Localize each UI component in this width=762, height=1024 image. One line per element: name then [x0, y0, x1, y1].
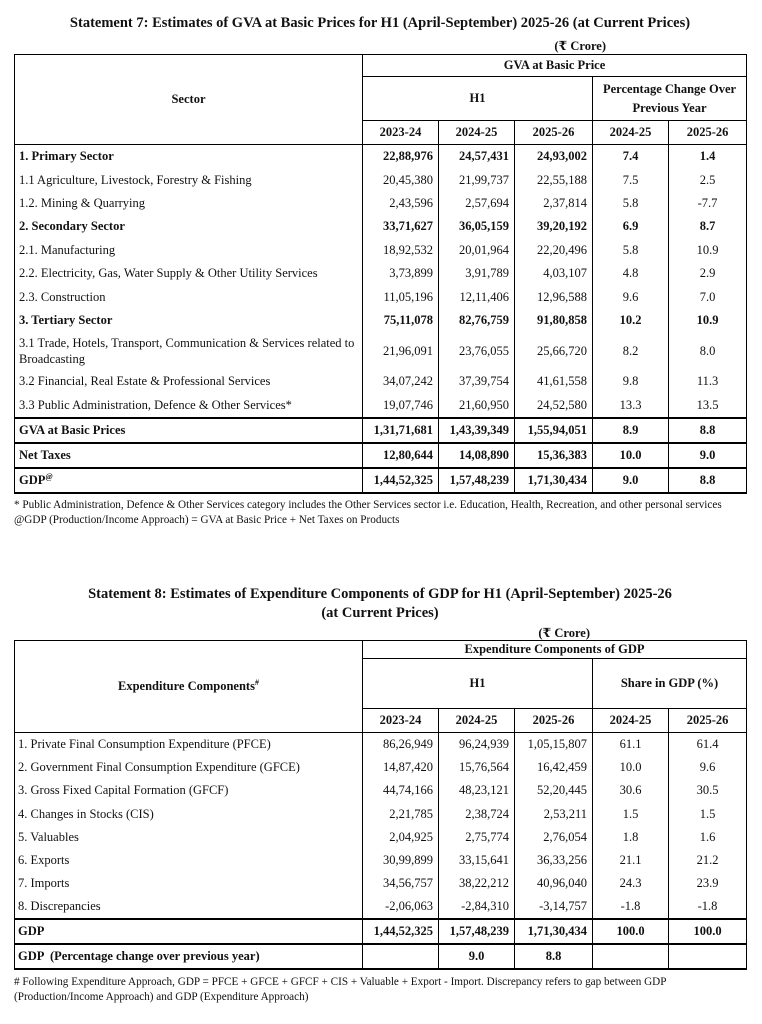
pct-2024-25: 9.0	[593, 468, 669, 493]
value-2023-24: 14,87,420	[363, 756, 439, 779]
table-row	[15, 895, 747, 919]
share-2025-26: -1.8	[669, 895, 747, 919]
gva-group-header: GVA at Basic Price	[363, 55, 747, 77]
share-2024-25: -1.8	[593, 895, 669, 919]
value-2025-26: 24,93,002	[515, 145, 593, 169]
statement8-title: Statement 8: Estimates of Expenditure Components of GDP for H1 (April-September) 2025-26	[88, 585, 672, 602]
value-2023-24: 34,56,757	[363, 872, 439, 895]
sector-label: 3. Tertiary Sector	[15, 309, 363, 332]
total-row	[15, 443, 747, 468]
table-row	[15, 168, 747, 191]
expenditure-group-header: Expenditure Components of GDP	[363, 640, 747, 658]
value-2023-24: 20,45,380	[363, 168, 439, 191]
value-2023-24: 11,05,196	[363, 285, 439, 308]
table-row	[15, 872, 747, 895]
sector-header: Sector	[15, 55, 363, 145]
value-2025-26: 36,33,256	[515, 849, 593, 872]
statement8-note: # Following Expenditure Approach, GDP = PFCE + GFCE + GFCF + CIS + Valuable + Export - Import. Discrepancy refers to gap between GDP (Production/Income Approach) and GDP (Expenditure Approach)	[14, 976, 667, 1004]
value-2024-25: 2,75,774	[439, 826, 515, 849]
statement7-title: Statement 7: Estimates of GVA at Basic Prices for H1 (April-September) 2025-26 (at Current Prices)	[69, 15, 691, 31]
pct-2025-26: 2.5	[669, 168, 747, 191]
share-2025-26: 61.4	[669, 732, 747, 756]
value-2023-24: 75,11,078	[363, 309, 439, 332]
share-2025-26: 100.0	[669, 919, 747, 944]
component-label: 5. Valuables	[15, 826, 363, 849]
pct-2025-26: 8.7	[669, 215, 747, 238]
pct-2024-25: 13.3	[593, 394, 669, 418]
table-row	[15, 732, 747, 756]
total-label-text: GDP	[19, 473, 46, 488]
value-2024-25: 21,60,950	[439, 394, 515, 418]
value-2023-24: 2,43,596	[363, 192, 439, 215]
value-2025-26: 39,20,192	[515, 215, 593, 238]
table-row	[15, 826, 747, 849]
components-header	[15, 640, 363, 732]
value-2025-26: 1,55,94,051	[515, 418, 593, 443]
value-2023-24: 2,21,785	[363, 802, 439, 825]
table-row	[15, 309, 747, 332]
value-2024-25: 36,05,159	[439, 215, 515, 238]
pct-2025-26: 8.8	[515, 944, 593, 969]
value-2023-24: 22,88,976	[363, 145, 439, 169]
pct-2024-25: 9.8	[593, 370, 669, 393]
pct-2024-25: 8.2	[593, 332, 669, 370]
value-2025-26: 15,36,383	[515, 443, 593, 468]
value-2025-26: 1,05,15,807	[515, 732, 593, 756]
h1-header: H1	[363, 658, 593, 708]
share-2025-26: 9.6	[669, 756, 747, 779]
value-2025-26: 25,66,720	[515, 332, 593, 370]
pct-2024-25: 10.2	[593, 309, 669, 332]
pct-2024-25: 7.5	[593, 168, 669, 191]
value-2024-25: 14,08,890	[439, 443, 515, 468]
value-2024-25: 1,57,48,239	[439, 468, 515, 493]
value-2024-25: -2,84,310	[439, 895, 515, 919]
pct-2025-26: 13.5	[669, 394, 747, 418]
total-label-text: GVA at Basic Prices	[19, 422, 126, 437]
value-2025-26: 24,52,580	[515, 394, 593, 418]
value-2023-24: -2,06,063	[363, 895, 439, 919]
table-row	[15, 239, 747, 262]
value-2025-26: 4,03,107	[515, 262, 593, 285]
value-2024-25: 15,76,564	[439, 756, 515, 779]
pct-2024-25: 6.9	[593, 215, 669, 238]
component-label: 3. Gross Fixed Capital Formation (GFCF)	[15, 779, 363, 802]
pct-change-header: Percentage Change Over Previous Year	[593, 77, 747, 121]
pct-2025-26: 11.3	[669, 370, 747, 393]
year-header: 2023-24	[363, 121, 439, 145]
component-label: 6. Exports	[15, 849, 363, 872]
pct-2024-25: 7.4	[593, 145, 669, 169]
table-row	[15, 779, 747, 802]
pct-2025-26: 2.9	[669, 262, 747, 285]
total-label	[15, 418, 363, 443]
component-label: 1. Private Final Consumption Expenditure (PFCE)	[15, 732, 363, 756]
value-2024-25: 2,57,694	[439, 192, 515, 215]
value-2023-24: 18,92,532	[363, 239, 439, 262]
value-2025-26: 2,76,054	[515, 826, 593, 849]
table-row	[15, 192, 747, 215]
sector-label: 1.1 Agriculture, Livestock, Forestry & Fishing	[15, 168, 363, 191]
value-2023-24: 1,44,52,325	[363, 919, 439, 944]
pct-2025-26: -7.7	[669, 192, 747, 215]
pct-2024-25: 9.0	[439, 944, 515, 969]
pct-2025-26: 8.8	[669, 418, 747, 443]
gdp-pct-row	[15, 944, 747, 969]
sector-label: 3.3 Public Administration, Defence & Other Services*	[15, 394, 363, 418]
share-2024-25: 1.8	[593, 826, 669, 849]
value-2023-24: 30,99,899	[363, 849, 439, 872]
sector-label: 2.2. Electricity, Gas, Water Supply & Other Utility Services	[15, 262, 363, 285]
value-2023-24: 34,07,242	[363, 370, 439, 393]
value-2024-25: 3,91,789	[439, 262, 515, 285]
value-2025-26: 22,55,188	[515, 168, 593, 191]
sector-label: 1. Primary Sector	[15, 145, 363, 169]
value-2025-26: 22,20,496	[515, 239, 593, 262]
pct-year-header: 2025-26	[669, 121, 747, 145]
table-row	[15, 285, 747, 308]
share-header: Share in GDP (%)	[593, 658, 747, 708]
year-header: 2025-26	[515, 121, 593, 145]
value-2025-26: 2,53,211	[515, 802, 593, 825]
value-2024-25: 12,11,406	[439, 285, 515, 308]
value-2024-25: 1,57,48,239	[439, 919, 515, 944]
value-2024-25: 96,24,939	[439, 732, 515, 756]
share-year-header: 2025-26	[669, 708, 747, 732]
share-2024-25: 1.5	[593, 802, 669, 825]
value-2025-26: 2,37,814	[515, 192, 593, 215]
value-2024-25: 82,76,759	[439, 309, 515, 332]
value-2023-24: 1,31,71,681	[363, 418, 439, 443]
share-2024-25: 100.0	[593, 919, 669, 944]
value-2024-25: 1,43,39,349	[439, 418, 515, 443]
value-2023-24: 1,44,52,325	[363, 468, 439, 493]
value-2025-26: 16,42,459	[515, 756, 593, 779]
table-row	[15, 145, 747, 169]
share-2025-26: 23.9	[669, 872, 747, 895]
sector-label: 1.2. Mining & Quarrying	[15, 192, 363, 215]
pct-2025-26: 7.0	[669, 285, 747, 308]
share-2024-25: 24.3	[593, 872, 669, 895]
pct-2025-26: 10.9	[669, 239, 747, 262]
value-2024-25: 48,23,121	[439, 779, 515, 802]
value-2025-26: 1,71,30,434	[515, 468, 593, 493]
value-2025-26: -3,14,757	[515, 895, 593, 919]
pct-2024-25: 8.9	[593, 418, 669, 443]
sector-label: 2.3. Construction	[15, 285, 363, 308]
total-label	[15, 443, 363, 468]
component-label: 2. Government Final Consumption Expenditure (GFCE)	[15, 756, 363, 779]
value-2024-25: 38,22,212	[439, 872, 515, 895]
sector-label: 2.1. Manufacturing	[15, 239, 363, 262]
share-2024-25: 30.6	[593, 779, 669, 802]
value-2023-24: 2,04,925	[363, 826, 439, 849]
table-row	[15, 802, 747, 825]
table-row	[15, 370, 747, 393]
pct-2024-25: 5.8	[593, 239, 669, 262]
statement7-note-at: @GDP (Production/Income Approach) = GVA at Basic Price + Net Taxes on Products	[14, 513, 400, 526]
gdp-label: GDP	[15, 919, 363, 944]
pct-2025-26: 1.4	[669, 145, 747, 169]
value-2024-25: 2,38,724	[439, 802, 515, 825]
share-2025-26: 30.5	[669, 779, 747, 802]
value-2025-26: 12,96,588	[515, 285, 593, 308]
value-2024-25: 24,57,431	[439, 145, 515, 169]
total-label-sup: @	[45, 472, 53, 482]
pct-2025-26: 9.0	[669, 443, 747, 468]
value-2023-24: 19,07,746	[363, 394, 439, 418]
share-2025-26: 1.6	[669, 826, 747, 849]
share-2024-25: 21.1	[593, 849, 669, 872]
share-2025-26: 1.5	[669, 802, 747, 825]
value-2025-26: 91,80,858	[515, 309, 593, 332]
statement7-note-star: * Public Administration, Defence & Other Services category includes the Other Services sector i.e. Education, Health, Recreation, and other personal services	[14, 498, 722, 511]
value-2025-26: 52,20,445	[515, 779, 593, 802]
pct-2025-26: 8.0	[669, 332, 747, 370]
pct-2025-26: 8.8	[669, 468, 747, 493]
share-2025-26: 21.2	[669, 849, 747, 872]
value-2025-26: 40,96,040	[515, 872, 593, 895]
year-header: 2025-26	[515, 708, 593, 732]
value-2023-24: 3,73,899	[363, 262, 439, 285]
empty-cell	[669, 944, 747, 969]
pct-2024-25: 9.6	[593, 285, 669, 308]
statement8-unit: (₹ Crore)	[538, 625, 590, 640]
statement8-title-sub: (at Current Prices)	[321, 604, 439, 621]
component-label: 4. Changes in Stocks (CIS)	[15, 802, 363, 825]
value-2023-24: 21,96,091	[363, 332, 439, 370]
share-2024-25: 61.1	[593, 732, 669, 756]
share-year-header: 2024-25	[593, 708, 669, 732]
value-2025-26: 1,71,30,434	[515, 919, 593, 944]
value-2024-25: 23,76,055	[439, 332, 515, 370]
value-2023-24: 44,74,166	[363, 779, 439, 802]
pct-2024-25: 5.8	[593, 192, 669, 215]
table-row	[15, 262, 747, 285]
gdp-pct-label: GDP (Percentage change over previous year)	[15, 944, 363, 969]
value-2023-24: 33,71,627	[363, 215, 439, 238]
total-row	[15, 418, 747, 443]
sector-label: 3.2 Financial, Real Estate & Professional Services	[15, 370, 363, 393]
table-row	[15, 756, 747, 779]
statement8-table	[14, 640, 747, 971]
components-header-label: Expenditure Components	[118, 679, 255, 694]
empty-cell	[363, 944, 439, 969]
gdp-row	[15, 919, 747, 944]
share-2024-25: 10.0	[593, 756, 669, 779]
empty-cell	[593, 944, 669, 969]
table-row	[15, 394, 747, 418]
h1-header: H1	[363, 77, 593, 121]
year-header: 2024-25	[439, 121, 515, 145]
year-header: 2023-24	[363, 708, 439, 732]
total-label	[15, 468, 363, 493]
sector-label: 3.1 Trade, Hotels, Transport, Communication & Services related to Broadcasting	[15, 332, 363, 370]
sector-label: 2. Secondary Sector	[15, 215, 363, 238]
pct-2024-25: 4.8	[593, 262, 669, 285]
pct-2024-25: 10.0	[593, 443, 669, 468]
component-label: 7. Imports	[15, 872, 363, 895]
page	[14, 0, 746, 1005]
total-row	[15, 468, 747, 493]
component-label: 8. Discrepancies	[15, 895, 363, 919]
statement7-table	[14, 54, 747, 494]
value-2024-25: 37,39,754	[439, 370, 515, 393]
year-header: 2024-25	[439, 708, 515, 732]
value-2024-25: 21,99,737	[439, 168, 515, 191]
value-2023-24: 12,80,644	[363, 443, 439, 468]
value-2024-25: 20,01,964	[439, 239, 515, 262]
pct-2025-26: 10.9	[669, 309, 747, 332]
statement7-unit: (₹ Crore)	[554, 39, 606, 53]
table-row	[15, 215, 747, 238]
pct-year-header: 2024-25	[593, 121, 669, 145]
table-row	[15, 332, 747, 370]
value-2023-24: 86,26,949	[363, 732, 439, 756]
total-label-text: Net Taxes	[19, 447, 71, 462]
value-2024-25: 33,15,641	[439, 849, 515, 872]
components-header-sup: #	[254, 678, 259, 688]
table-row	[15, 849, 747, 872]
value-2025-26: 41,61,558	[515, 370, 593, 393]
